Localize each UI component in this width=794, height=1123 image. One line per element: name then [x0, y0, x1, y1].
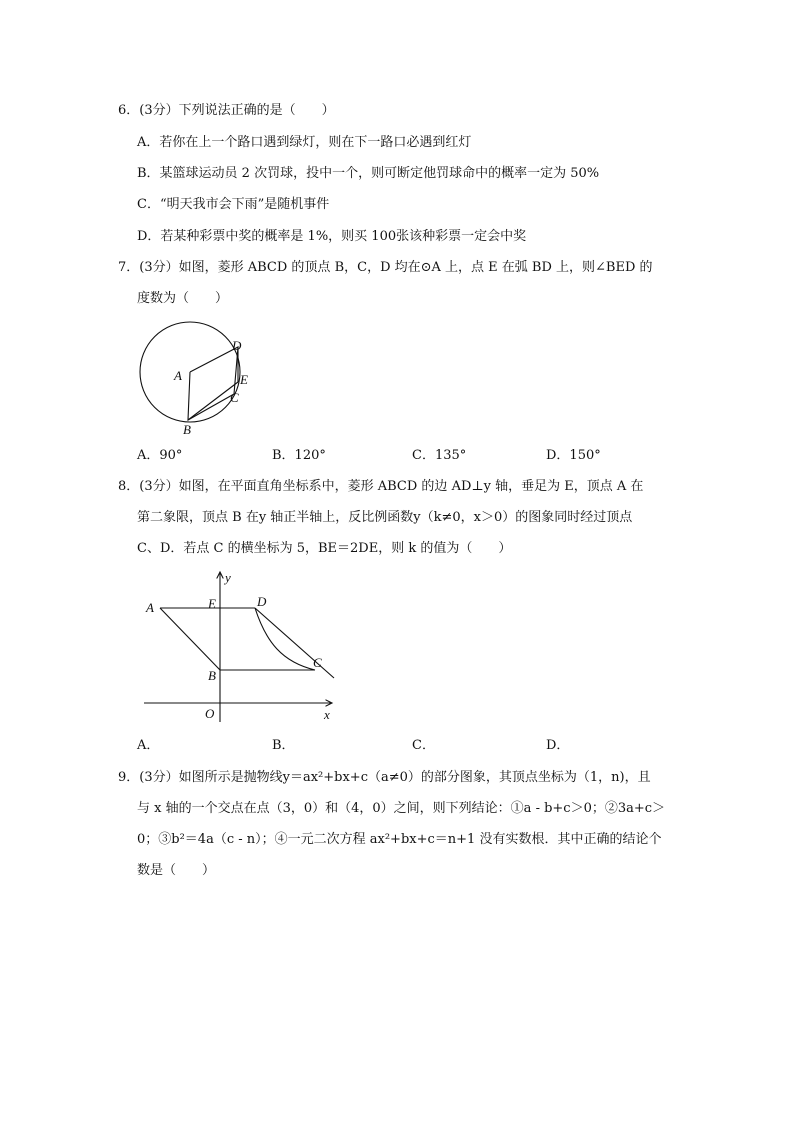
q6-option-c: C．“明天我市会下雨”是随机事件: [137, 197, 330, 212]
q8-label-b: B: [208, 668, 216, 683]
q7-stem-line2: 度数为（ ）: [137, 291, 229, 306]
q8-stem-line1: 8．(3分）如图，在平面直角坐标系中，菱形 ABCD 的边 AD⊥y 轴，垂足为 E，顶点 A 在: [118, 479, 644, 494]
q7-label-e: E: [240, 372, 248, 387]
q8-option-d: D．: [546, 738, 570, 753]
q8-side-ab: [160, 608, 220, 670]
q7-label-c: C: [230, 390, 239, 405]
q7-option-d: D．150°: [546, 448, 601, 463]
q8-line-dc: [255, 608, 334, 678]
q9-stem-line1: 9．(3分）如图所示是抛物线y＝ax²+bx+c（a≠0）的部分图象，其顶点坐标为（1，n)，且: [118, 770, 651, 785]
q8-label-e: E: [208, 596, 216, 611]
q8-label-d: D: [257, 594, 267, 609]
q8-option-c: C．: [412, 738, 435, 753]
q6-option-a: A．若你在上一个路口遇到绿灯，则在下一路口必遇到红灯: [137, 135, 472, 150]
q8-label-a: A: [146, 600, 154, 615]
q8-option-b: B．: [272, 738, 295, 753]
q8-stem-line3: C、D．若点 C 的横坐标为 5，BE＝2DE，则 k 的值为（ ）: [137, 541, 512, 556]
q8-label-y: y: [225, 570, 231, 585]
q7-option-c: C．135°: [412, 448, 467, 463]
q6-option-b: B．某篮球运动员 2 次罚球，投中一个，则可断定他罚球命中的概率一定为 50%: [137, 166, 600, 181]
q7-figure: [132, 316, 272, 438]
q8-curve: [255, 608, 315, 670]
q8-label-x: x: [324, 707, 330, 722]
q6-option-d: D．若某种彩票中奖的概率是 1%，则买 100张该种彩票一定会中奖: [137, 229, 527, 244]
q7-option-b: B．120°: [272, 448, 326, 463]
q7-label-a: A: [174, 368, 182, 383]
q7-stem-line1: 7．(3分）如图，菱形 ABCD 的顶点 B，C，D 均在⊙A 上，点 E 在弧 BD 上，则∠BED 的: [118, 260, 653, 275]
q8-option-a: A．: [137, 738, 160, 753]
q7-label-d: D: [232, 338, 242, 353]
q9-stem-line2: 与 x 轴的一个交点在点（3，0）和（4，0）之间，则下列结论：①a - b+c＞0；②3a+c＞: [137, 801, 666, 816]
q7-label-b: B: [183, 422, 191, 437]
q8-label-o: O: [205, 706, 215, 721]
q9-stem-line4: 数是（ ）: [137, 863, 216, 878]
q7-rhombus: [188, 347, 238, 420]
q8-label-c: C: [313, 655, 322, 670]
q7-option-a: A．90°: [137, 448, 183, 463]
q6-stem: 6．(3分）下列说法正确的是（ ）: [118, 103, 335, 118]
q8-figure-svg: [140, 566, 340, 726]
q9-stem-line3: 0；③b²＝4a（c - n）；④一元二次方程 ax²+bx+c＝n+1 没有实数根．其中正确的结论个: [137, 832, 662, 847]
q8-figure: [140, 566, 340, 726]
q8-stem-line2: 第二象限，顶点 B 在y 轴正半轴上，反比例函数y（k≠0，x＞0）的图象同时经过顶点: [137, 510, 633, 525]
q7-figure-svg: [132, 316, 272, 438]
